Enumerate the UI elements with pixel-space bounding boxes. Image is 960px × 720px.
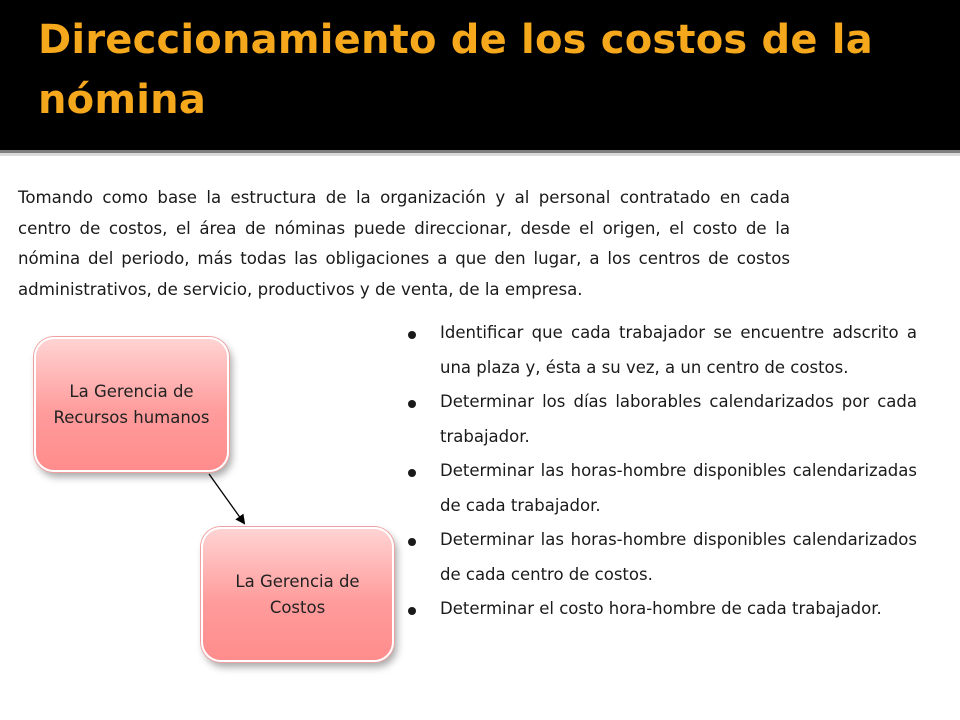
bullet-dot-icon <box>408 538 416 546</box>
cost-management-label: La Gerencia de Costos <box>235 571 360 617</box>
hr-management-box <box>34 337 229 472</box>
bullet-item: Determinar las horas-hombre disponibles calendarizadas de cada trabajador. <box>405 454 917 523</box>
bullet-list <box>405 316 917 627</box>
title-bar <box>0 0 960 150</box>
bullet-item: Determinar los días laborables calendarizados por cada trabajador. <box>405 385 917 454</box>
bullet-item: Determinar las horas-hombre disponibles calendarizados de cada centro de costos. <box>405 523 917 592</box>
bullet-dot-icon <box>408 331 416 339</box>
bullet-dot-icon <box>408 607 416 615</box>
slide-title: Direccionamiento de los costos de la nómina <box>38 17 873 123</box>
bullet-dot-icon <box>408 469 416 477</box>
title-divider-light <box>0 153 960 156</box>
bullet-item: Identificar que cada trabajador se encuentre adscrito a una plaza y, ésta a su vez, a un centro de costos. <box>405 316 917 385</box>
bullet-item: Determinar el costo hora-hombre de cada trabajador. <box>405 592 917 627</box>
hr-management-label: La Gerencia de Recursos humanos <box>53 381 210 427</box>
cost-management-box <box>201 527 394 662</box>
intro-paragraph: Tomando como base la estructura de la organización y al personal contratado en cada centro de costos, el área de nóminas puede direccionar, desde el origen, el costo de la nómina del periodo, más todas las obligaciones a que den lugar, a los centros de costos administrativos, de servicio, productivos y de venta, de la empresa. <box>18 188 790 299</box>
bullet-dot-icon <box>408 400 416 408</box>
